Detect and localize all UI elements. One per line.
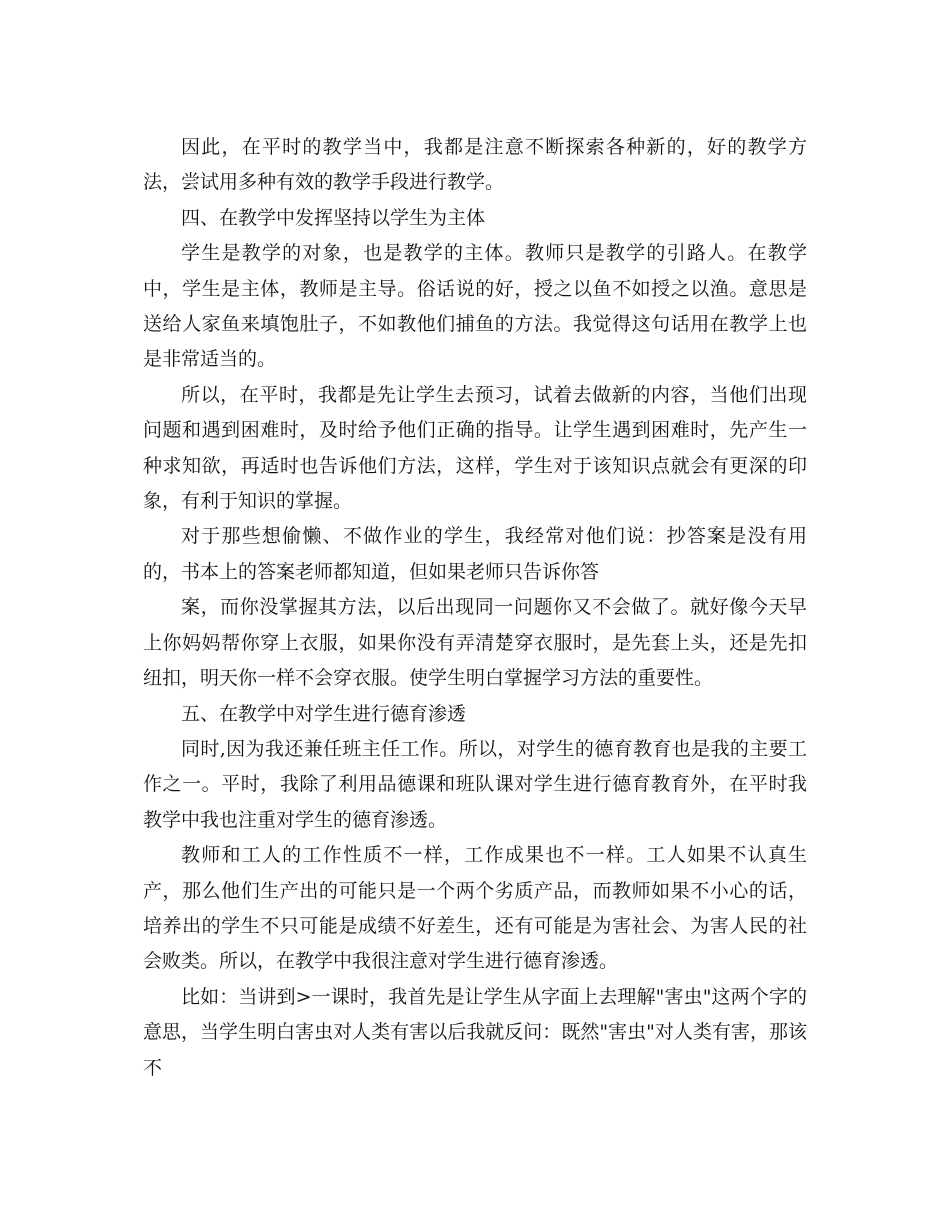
paragraph-6: 同时,因为我还兼任班主任工作。所以，对学生的德育教育也是我的主要工作之一。平时，我除了利用品德课和班队课对学生进行德育教育外，在平时我教学中我也注重对学生的德育渗透。 xyxy=(143,737,807,831)
paragraph-7: 教师和工人的工作性质不一样，工作成果也不一样。工人如果不认真生产，那么他们生产出的可能只是一个两个劣质产品，而教师如果不小心的话，培养出的学生不只可能是成绩不好差生，还有可能是为害社会、为害人民的社会败类。所以，在教学中我很注意对学生进行德育渗透。 xyxy=(143,844,807,973)
section-heading-4: 四、在教学中发挥坚持以学生为主体 xyxy=(181,206,486,229)
section-heading-5: 五、在教学中对学生进行德育渗透 xyxy=(181,702,467,725)
paragraph-1: 因此，在平时的教学当中，我都是注意不断探索各种新的，好的教学方法，尝试用多种有效的教学手段进行教学。 xyxy=(143,136,807,194)
document-body xyxy=(143,130,807,1086)
paragraph-2: 学生是教学的对象，也是教学的主体。教师只是教学的引路人。在教学中，学生是主体，教师是主导。俗话说的好，授之以鱼不如授之以渔。意思是送给人家鱼来填饱肚子，不如教他们捕鱼的方法。我觉得这句话用在教学上也是非常适当的。 xyxy=(143,242,807,371)
paragraph-8: 比如：当讲到>一课时，我首先是让学生从字面上去理解"害虫"这两个字的意思，当学生明白害虫对人类有害以后我就反问：既然"害虫"对人类有害，那该不 xyxy=(143,985,807,1079)
paragraph-5: 案，而你没掌握其方法，以后出现同一问题你又不会做了。就好像今天早上你妈妈帮你穿上衣服，如果你没有弄清楚穿衣服时，是先套上头，还是先扣纽扣，明天你一样不会穿衣服。使学生明白掌握学习方法的重要性。 xyxy=(143,596,807,690)
paragraph-4: 对于那些想偷懒、不做作业的学生，我经常对他们说：抄答案是没有用的，书本上的答案老师都知道，但如果老师只告诉你答 xyxy=(143,525,807,583)
paragraph-3: 所以，在平时，我都是先让学生去预习，试着去做新的内容，当他们出现问题和遇到困难时，及时给予他们正确的指导。让学生遇到困难时，先产生一种求知欲，再适时也告诉他们方法，这样，学生对于该知识点就会有更深的印象，有利于知识的掌握。 xyxy=(143,383,807,513)
